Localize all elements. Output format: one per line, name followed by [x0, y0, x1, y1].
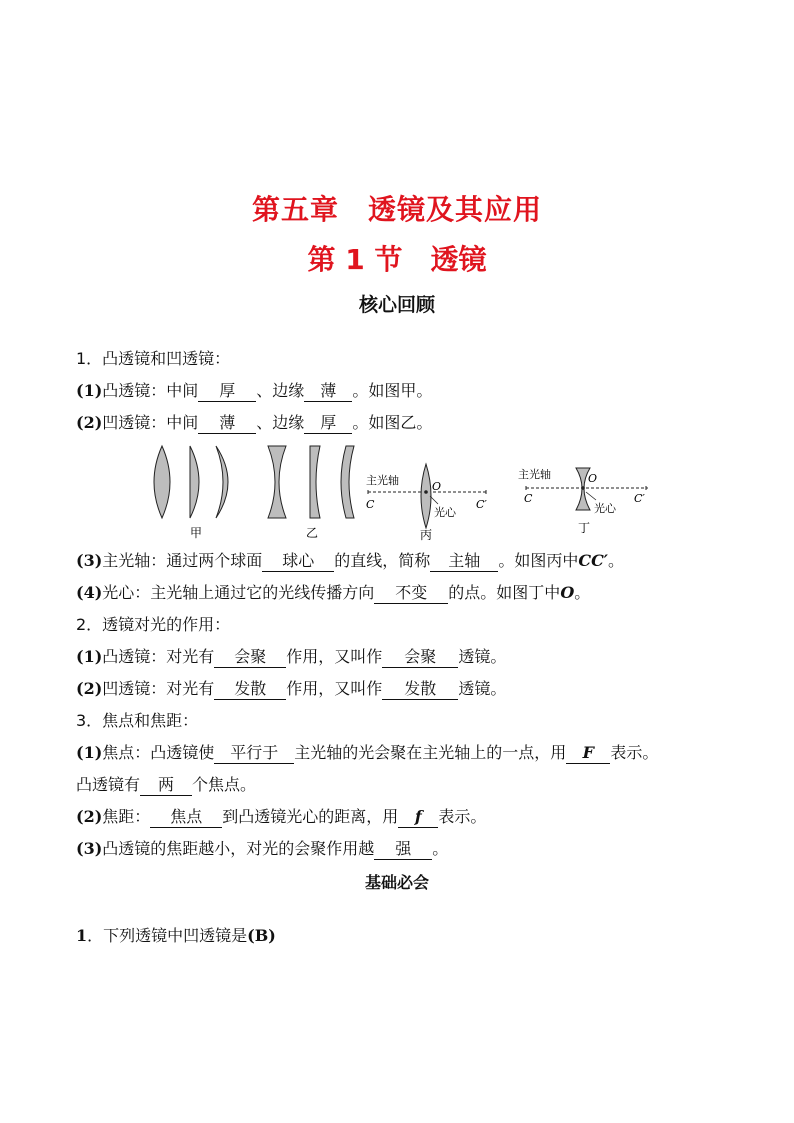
label-o-ding: O	[588, 472, 598, 485]
blank: 焦点	[150, 807, 222, 828]
q2-title: 2．透镜对光的作用：	[76, 615, 231, 634]
meniscus-convex-lens	[216, 446, 228, 518]
label-c-ding: C	[524, 492, 533, 505]
q1-b: (2)凹透镜：中间 薄 、边缘 厚 。如图乙。	[76, 413, 433, 432]
blank: F	[566, 743, 610, 764]
blank: 厚	[198, 381, 256, 402]
q2-b: (2)凹透镜：对光有 发散 作用，又叫作 发散 透镜。	[76, 679, 507, 698]
blank: 两	[140, 775, 192, 796]
label-c2-bing: C′	[476, 498, 487, 511]
blank: 薄	[304, 381, 352, 402]
label-o-bing: O	[432, 480, 442, 493]
plano-concave-lens	[310, 446, 320, 518]
blank: 球心	[262, 551, 334, 572]
blank: f	[398, 807, 438, 828]
blank: 强	[374, 839, 432, 860]
q3-b: (2)焦距： 焦点 到凸透镜光心的距离，用 f 表示。	[76, 807, 487, 826]
q3-c: (3)凸透镜的焦距越小，对光的会聚作用越 强 。	[76, 839, 449, 858]
blank: 发散	[382, 679, 458, 700]
q1-title: 1．凸透镜和凹透镜：	[76, 349, 231, 368]
blank: 主轴	[430, 551, 498, 572]
blank: 会聚	[382, 647, 458, 668]
q1-c: (3)主光轴：通过两个球面 球心 的直线，简称 主轴 。如图丙中CC′。	[76, 551, 625, 570]
q3-a2: 凸透镜有 两 个焦点。	[76, 775, 257, 794]
answer: (B)	[247, 926, 276, 945]
blank: 厚	[304, 413, 352, 434]
label-jia: 甲	[190, 526, 203, 540]
blank: 会聚	[214, 647, 286, 668]
plano-convex-lens	[190, 446, 199, 518]
convex-lens-bing	[421, 464, 431, 528]
label-bing: 丙	[420, 528, 433, 542]
q1-a: (1)凸透镜：中间 厚 、边缘 薄 。如图甲。	[76, 381, 433, 400]
blank: 发散	[214, 679, 286, 700]
exercise-1: 1．下列透镜中凹透镜是(B)	[76, 926, 276, 945]
blank: 平行于	[214, 743, 294, 764]
section-title: 第 1 节 透镜	[307, 243, 487, 276]
lens-figure	[140, 440, 660, 545]
blank: 不变	[374, 583, 448, 604]
q1-d: (4)光心：主光轴上通过它的光线传播方向 不变 的点。如图丁中O。	[76, 583, 591, 602]
chapter-title: 第五章 透镜及其应用	[251, 193, 542, 226]
biconcave-lens	[268, 446, 286, 518]
center-label-bing: 光心	[434, 506, 456, 519]
axis-label-bing: 主光轴	[366, 474, 399, 487]
blank: 薄	[198, 413, 256, 434]
q3-a: (1)焦点：凸透镜使 平行于 主光轴的光会聚在主光轴上的一点，用 F 表示。	[76, 743, 659, 762]
label-yi: 乙	[306, 526, 319, 540]
q3-title: 3．焦点和焦距：	[76, 711, 199, 730]
biconvex-lens	[154, 446, 170, 518]
q2-a: (1)凸透镜：对光有 会聚 作用，又叫作 会聚 透镜。	[76, 647, 507, 666]
label-ding: 丁	[578, 521, 591, 535]
center-label-ding: 光心	[594, 502, 616, 515]
subtitle: 核心回顾	[358, 294, 435, 316]
axis-label-ding: 主光轴	[518, 468, 551, 481]
meniscus-concave-lens	[341, 446, 354, 518]
section-heading: 基础必会	[364, 873, 429, 892]
label-c-bing: C	[366, 498, 375, 511]
label-c2-ding: C′	[634, 492, 645, 505]
